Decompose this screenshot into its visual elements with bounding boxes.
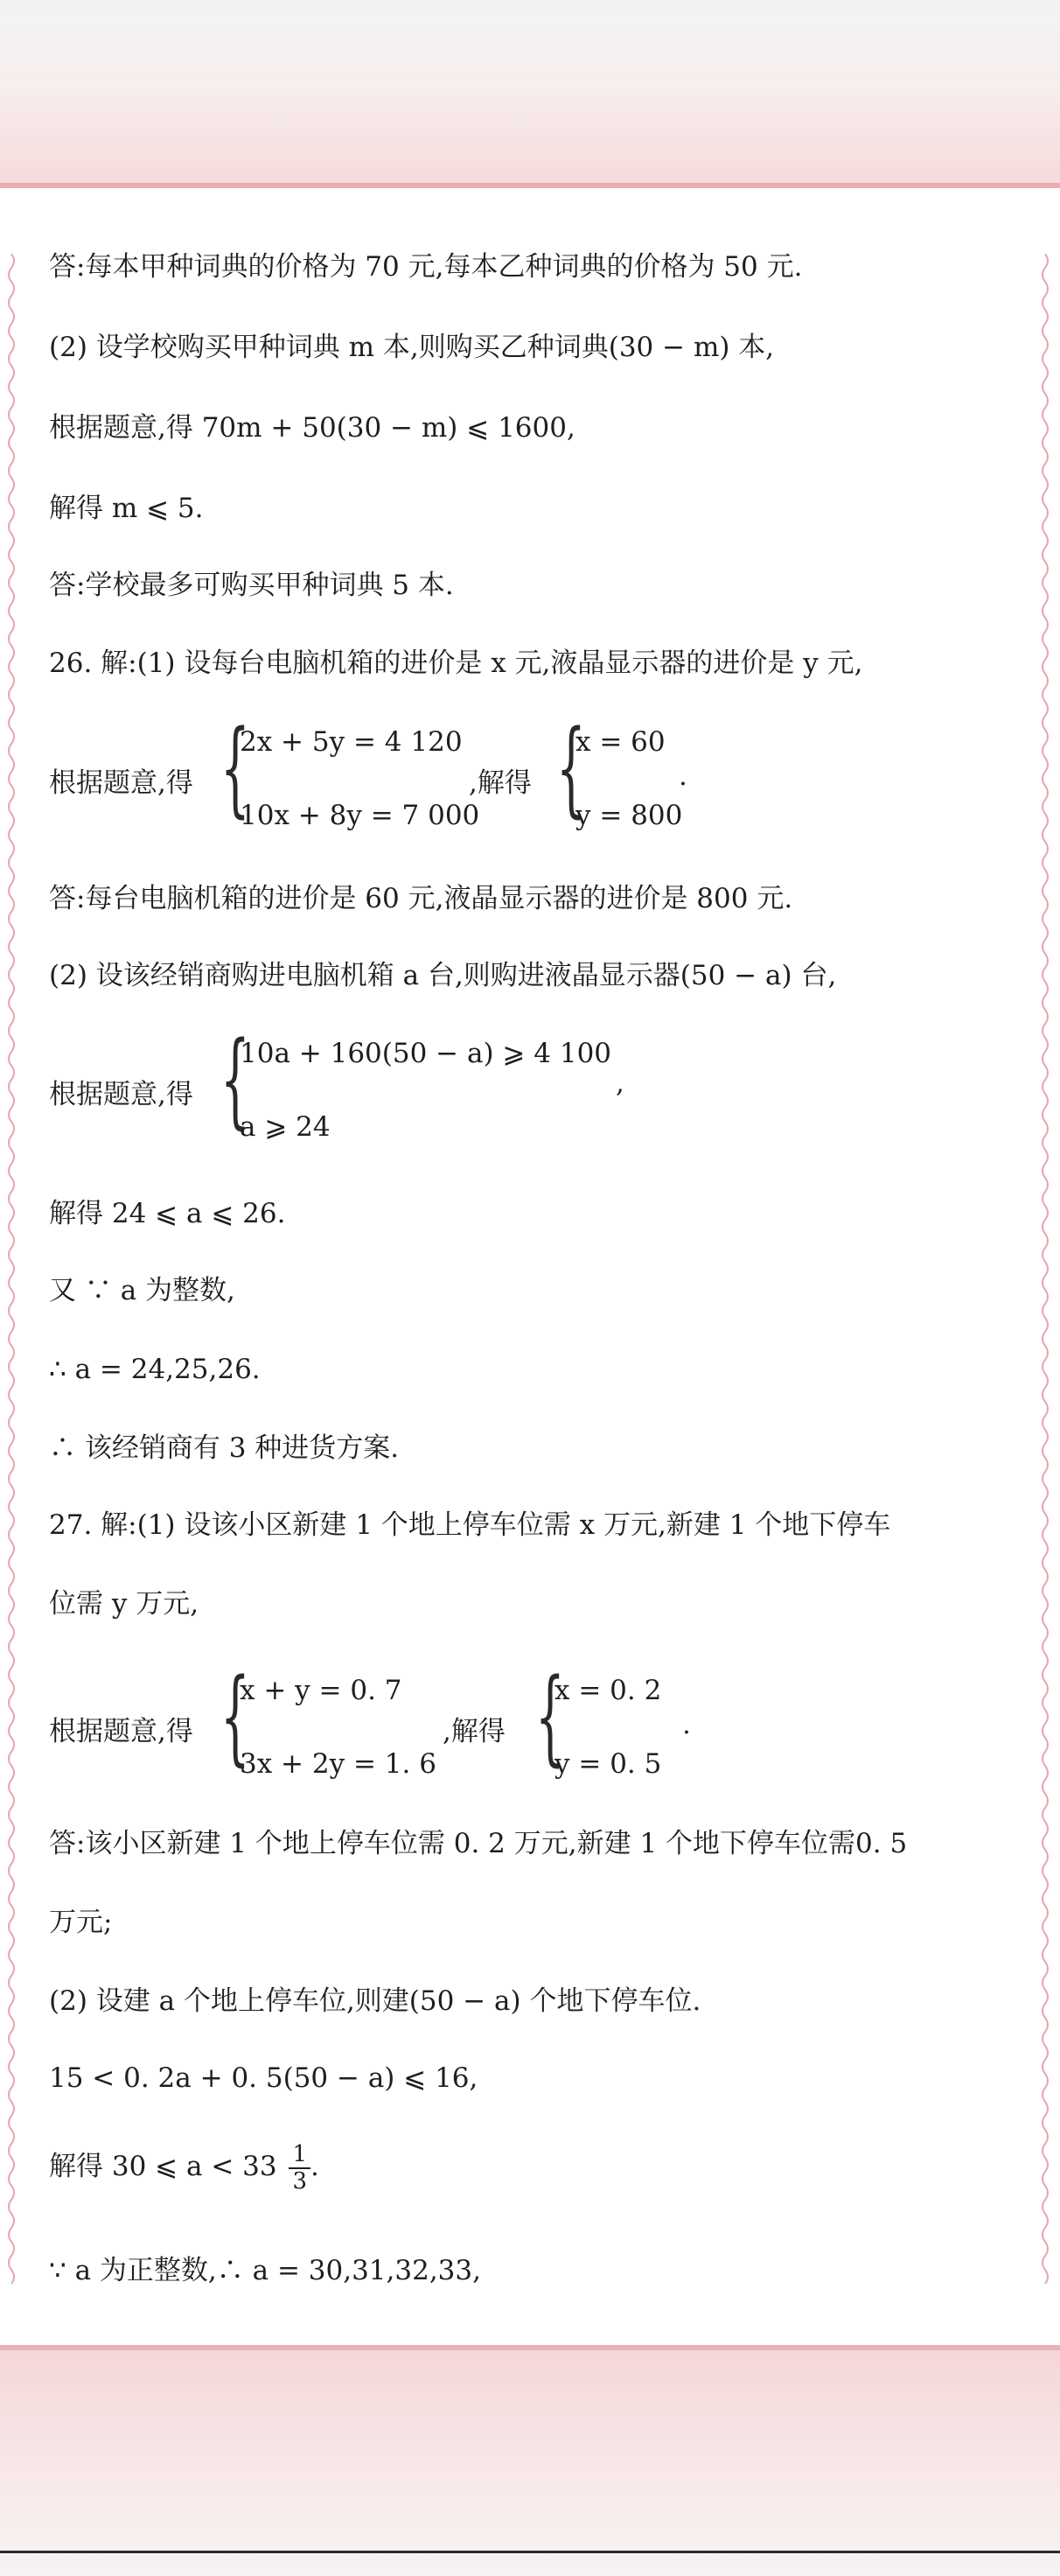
equation-system-3 <box>49 1656 714 1780</box>
fraction-numerator: 1 <box>289 2142 310 2169</box>
problem-27-continued: 位需 y 万元, <box>49 1588 199 1620</box>
system-3-eq1: x + y = 0. 7 <box>240 1675 402 1706</box>
system-2-lead: 根据题意,得 <box>49 1079 193 1110</box>
solution-line-19 <box>49 2142 319 2194</box>
system-1-sol2: y = 800 <box>575 800 683 831</box>
system-2-brace: { <box>220 1018 250 1139</box>
footer-rule <box>0 2551 1060 2553</box>
system-2-eq2: a ⩾ 24 <box>240 1111 331 1143</box>
right-decorative-border <box>1039 254 1051 2284</box>
system-3-sol1: x = 0. 2 <box>554 1675 662 1706</box>
system-1-eq2: 10x + 8y = 7 000 <box>240 800 480 831</box>
system-1-mid: ,解得 <box>469 767 532 799</box>
system-3-lead: 根据题意,得 <box>49 1716 193 1747</box>
step-line-17: (2) 设建 a 个地上停车位,则建(50 − a) 个地下停车位. <box>49 1985 701 2017</box>
system-3-brace: { <box>220 1656 250 1776</box>
header-band <box>0 0 1060 188</box>
answer-line-7: 答:每台电脑机箱的进价是 60 元,液晶显示器的进价是 800 元. <box>49 883 793 914</box>
step-line-2: (2) 设学校购买甲种词典 m 本,则购买乙种词典(30 − m) 本, <box>49 332 775 363</box>
problem-27-heading: 27. 解:(1) 设该小区新建 1 个地上停车位需 x 万元,新建 1 个地下停车 <box>49 1509 891 1541</box>
system-1-end: . <box>679 760 687 792</box>
system-3-end: . <box>682 1709 691 1740</box>
conclusion-line-20: ∵ a 为正整数,∴ a = 30,31,32,33, <box>49 2255 481 2286</box>
problem-26-heading: 26. 解:(1) 设每台电脑机箱的进价是 x 元,液晶显示器的进价是 y 元, <box>49 648 863 679</box>
footer-band <box>0 2345 1060 2576</box>
system-2-eq1: 10a + 160(50 − a) ⩾ 4 100 <box>240 1038 612 1069</box>
conclusion-line-11: ∴ a = 24,25,26. <box>49 1354 261 1385</box>
system-2-end: , <box>616 1068 624 1099</box>
answer-line-16: 万元; <box>49 1907 113 1938</box>
solution-line-4: 解得 m ⩽ 5. <box>49 493 204 524</box>
system-1-sol1: x = 60 <box>575 726 666 758</box>
reason-line-10: 又 ∵ a 为整数, <box>49 1275 235 1306</box>
answer-line-15: 答:该小区新建 1 个地上停车位需 0. 2 万元,新建 1 个地下停车位需0. 5 <box>49 1828 908 1859</box>
answer-line-1: 答:每本甲种词典的价格为 70 元,每本乙种词典的价格为 50 元. <box>49 251 803 283</box>
solution-19-lead: 解得 30 ⩽ a < 33 <box>49 2151 277 2183</box>
left-decorative-border <box>5 254 17 2284</box>
system-1-lead: 根据题意,得 <box>49 767 193 799</box>
solution-19-tail: . <box>310 2151 319 2183</box>
fraction-one-third <box>289 2142 310 2194</box>
equation-system-1 <box>49 707 714 831</box>
system-3-mid: ,解得 <box>443 1716 506 1747</box>
system-1-brace: { <box>220 707 250 828</box>
system-1-sol-brace: { <box>556 707 586 828</box>
system-3-sol-brace: { <box>535 1656 565 1776</box>
step-line-8: (2) 设该经销商购进电脑机箱 a 台,则购进液晶显示器(50 − a) 台, <box>49 960 837 991</box>
inequality-line-18: 15 < 0. 2a + 0. 5(50 − a) ⩽ 16, <box>49 2062 478 2094</box>
system-3-sol2: y = 0. 5 <box>554 1748 662 1780</box>
conclusion-line-12: ∴ 该经销商有 3 种进货方案. <box>49 1432 400 1464</box>
inequality-system-2 <box>49 1018 714 1143</box>
answer-line-5: 答:学校最多可购买甲种词典 5 本. <box>49 570 454 601</box>
system-1-eq1: 2x + 5y = 4 120 <box>240 726 463 758</box>
equation-line-3: 根据题意,得 70m + 50(30 − m) ⩽ 1600, <box>49 412 575 444</box>
fraction-denominator: 3 <box>292 2167 307 2194</box>
system-3-eq2: 3x + 2y = 1. 6 <box>240 1748 436 1780</box>
solution-line-9: 解得 24 ⩽ a ⩽ 26. <box>49 1198 286 1229</box>
